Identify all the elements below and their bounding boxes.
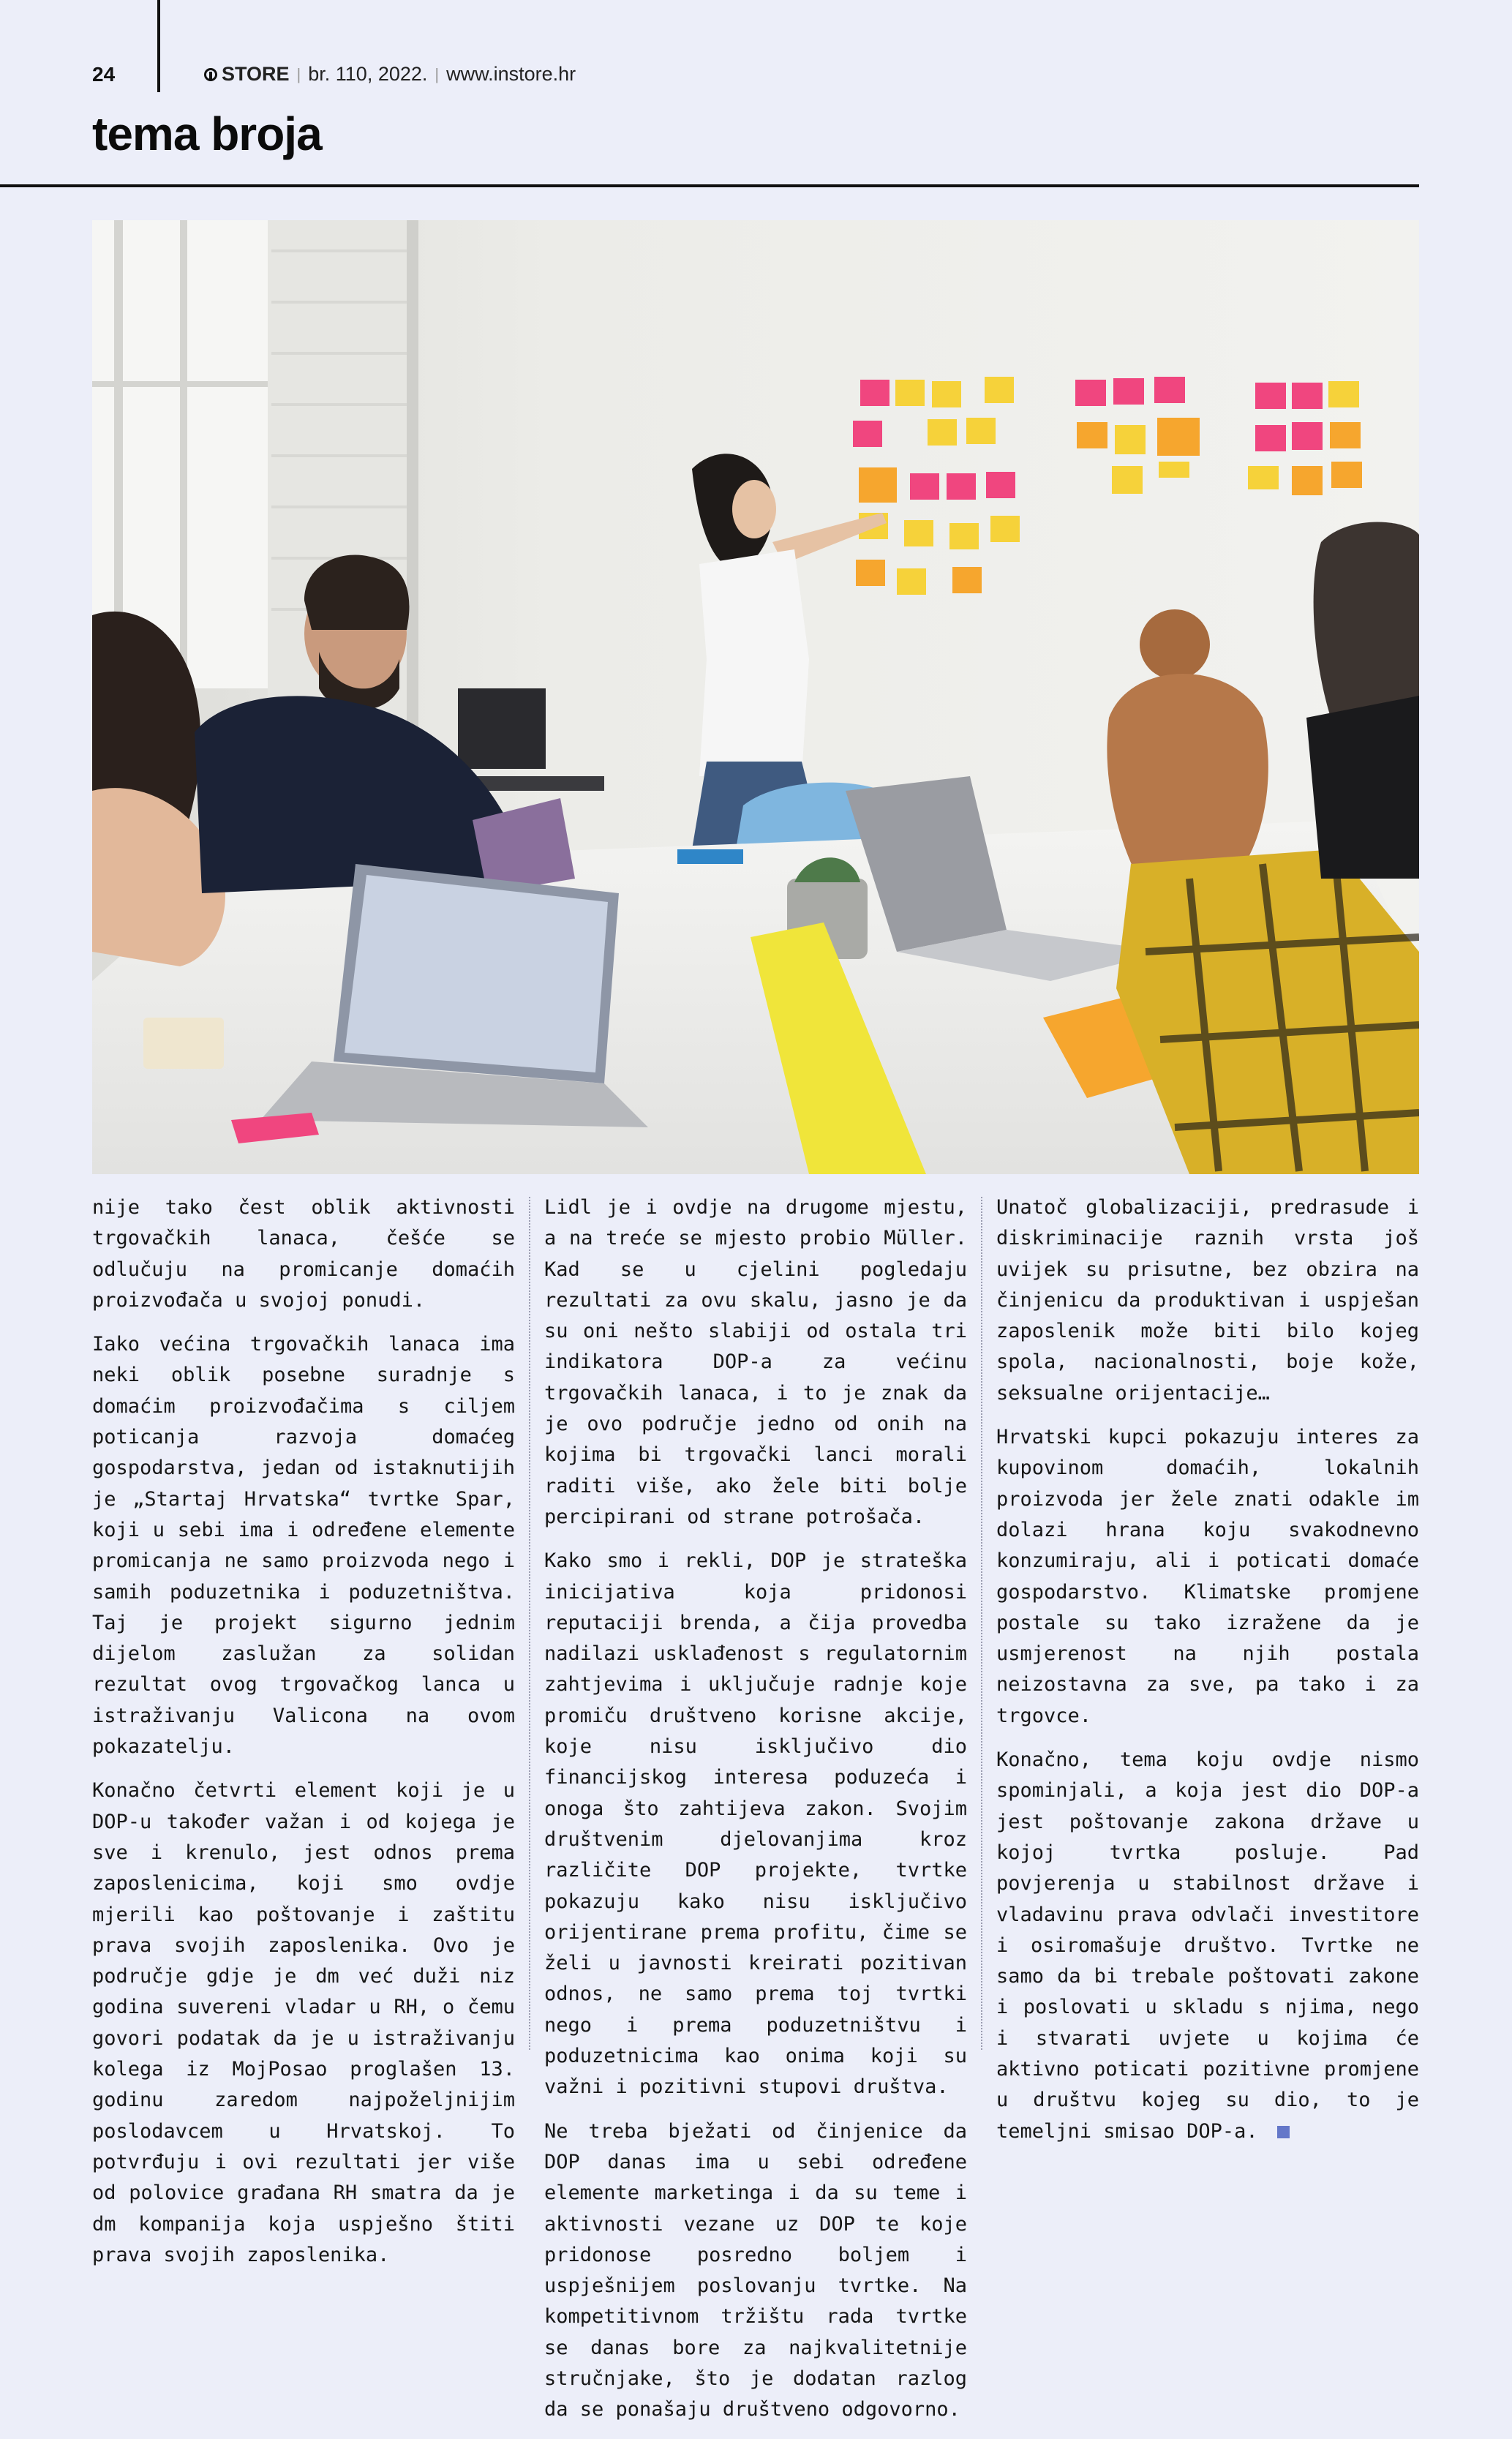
paragraph: Kako smo i rekli, DOP je strateška inicijativa koja pridonosi reputaciji brenda, a čija provedba nadilazi usklađenost s regulatornim zahtjevima i uključuje radnje koje promiču društveno korisne akcije, koje nisu isključivo dio financijskog interesa poduzeća i onoga što zahtijeva zakon. Svojim društvenim djelovanjima kroz različite DOP projekte, tvrtke pokazuju kako nisu isključivo orijentirane prema profitu, čime se želi u javnosti kreirati pozitivan odnos, ne samo prema toj tvrtki nego i prema poduzetništvu i poduzetnicima kao onima koji su važni i pozitivni stupovi društva. xyxy=(544,1549,967,2099)
paragraph xyxy=(544,2116,967,2426)
separator: | xyxy=(435,64,440,83)
store-logo-icon xyxy=(204,68,217,81)
paragraph: Hrvatski kupci pokazuju interes za kupovinom domaćih, lokalnih proizvoda jer žele znati odakle im dolazi hrana koju svakodnevno konzumiraju, ali i poticati domaće gospodarstvo. Klimatske promjene postale su tako izražene da je usmjerenost na njih postala neizostavna za sve, pa tako i za trgovce. xyxy=(996,1426,1419,1727)
paragraph: nije tako čest oblik aktivnosti trgovačkih lanaca, češće se odlučuju na promicanje domaćih proizvođača u svojoj ponudi. xyxy=(92,1196,515,1312)
paragraph: Konačno četvrti element koji je u DOP-u također važan i od kojega je sve i krenulo, jest odnos prema zaposlenicima, koji smo ovdje mjerili kao poštovanje i zaštitu prava svojih zaposlenika. Ovo je područje gdje je dm već duži niz godina suvereni vladar u RH, o čemu govori podatak da je u istraživanju kolega iz MojPosao proglašen 13. godinu zaredom najpoželjnijim poslodavcem u Hrvatskoj. To potvrđuju i ovi rezultati jer više od polovice građana RH smatra da je dm kompanija koja uspješno štiti prava svojih zaposlenika. xyxy=(92,1779,515,2266)
logo-text: STORE xyxy=(222,63,290,85)
paragraph: Lidl je i ovdje na drugome mjestu, a na treće se mjesto probio Müller. Kad se u cjelini pogledaju rezultati za ovu skalu, jasno je da su oni nešto slabiji od ostala tri indikatora DOP-a za većinu trgovačkih lanaca, i to je znak da je ovo područje jedno od onih na kojima bi trgovački lanci morali raditi više, ako žele biti bolje percipirani od strane potrošača. xyxy=(544,1196,967,1528)
article-column-3 xyxy=(996,1192,1419,2160)
column-divider xyxy=(981,1197,982,2050)
article-photo xyxy=(92,220,1419,1174)
paragraph-text: Ne treba bježati od činjenice da DOP danas ima u sebi određene elemente marketinga i da su teme i aktivnosti vezane uz DOP te koje pridonose posredno boljem i uspješnijem poslovanju tvrtke. Na kompetitivnom tržištu rada tvrtke se danas bore za najkvalitetnije stručnjake, što je dodatan razlog da se ponašaju društveno odgovorno. xyxy=(544,2119,967,2421)
store-logo xyxy=(204,63,290,86)
article-end-mark-icon xyxy=(1277,2126,1290,2138)
paragraph: Unatoč globalizaciji, predrasude i diskriminacije raznih vrsta još uvijek su prisutne, bez obzira na činjenicu da produktivan i uspješan zaposlenik može biti bilo kojeg spola, nacionalnosti, boje kože, seksualne orijentacije… xyxy=(996,1196,1419,1405)
column-divider xyxy=(529,1197,530,2050)
masthead xyxy=(204,63,576,86)
header-horizontal-rule xyxy=(0,184,1419,187)
meeting-photo-icon xyxy=(92,220,1419,1174)
header-vertical-rule xyxy=(157,0,160,92)
article-column-1 xyxy=(92,1192,515,2284)
paragraph-text: Konačno, tema koju ovdje nismo spominjali, a koja jest dio DOP-a jest poštovanje zakona države u kojoj tvrtka posluje. Pad povjerenja u stabilnost države i vladavinu prava odvlači investitore i osiromašuje društvo. Tvrtke ne samo da bi trebale poštovati zakone i poslovati u skladu s njima, nego i stvarati uvjete u kojima će aktivno poticati pozitivne promjene u društvu kojeg su dio, to je temeljni smisao DOP-a. xyxy=(996,1748,1419,2143)
issue-info: br. 110, 2022. xyxy=(308,63,428,85)
section-title: tema broja xyxy=(92,108,322,160)
page-number: 24 xyxy=(92,63,116,86)
paragraph xyxy=(996,1745,1419,2147)
separator: | xyxy=(296,64,301,83)
article-column-2 xyxy=(544,1192,967,2439)
website[interactable]: www.instore.hr xyxy=(446,63,576,85)
paragraph: Iako većina trgovačkih lanaca ima neki oblik posebne suradnje s domaćim proizvođačima s ciljem poticanja razvoja domaćeg gospodarstva, jedan od istaknutijih je „Startaj Hrvatska“ tvrtke Spar, koji u sebi ima i određene elemente promicanja ne samo proizvoda nego i samih poduzetnika i poduzetništva. Taj je projekt sigurno jednim dijelom zaslužan za solidan rezultat ovog trgovačkog lanca u istraživanju Valicona na ovom pokazatelju. xyxy=(92,1333,515,1759)
